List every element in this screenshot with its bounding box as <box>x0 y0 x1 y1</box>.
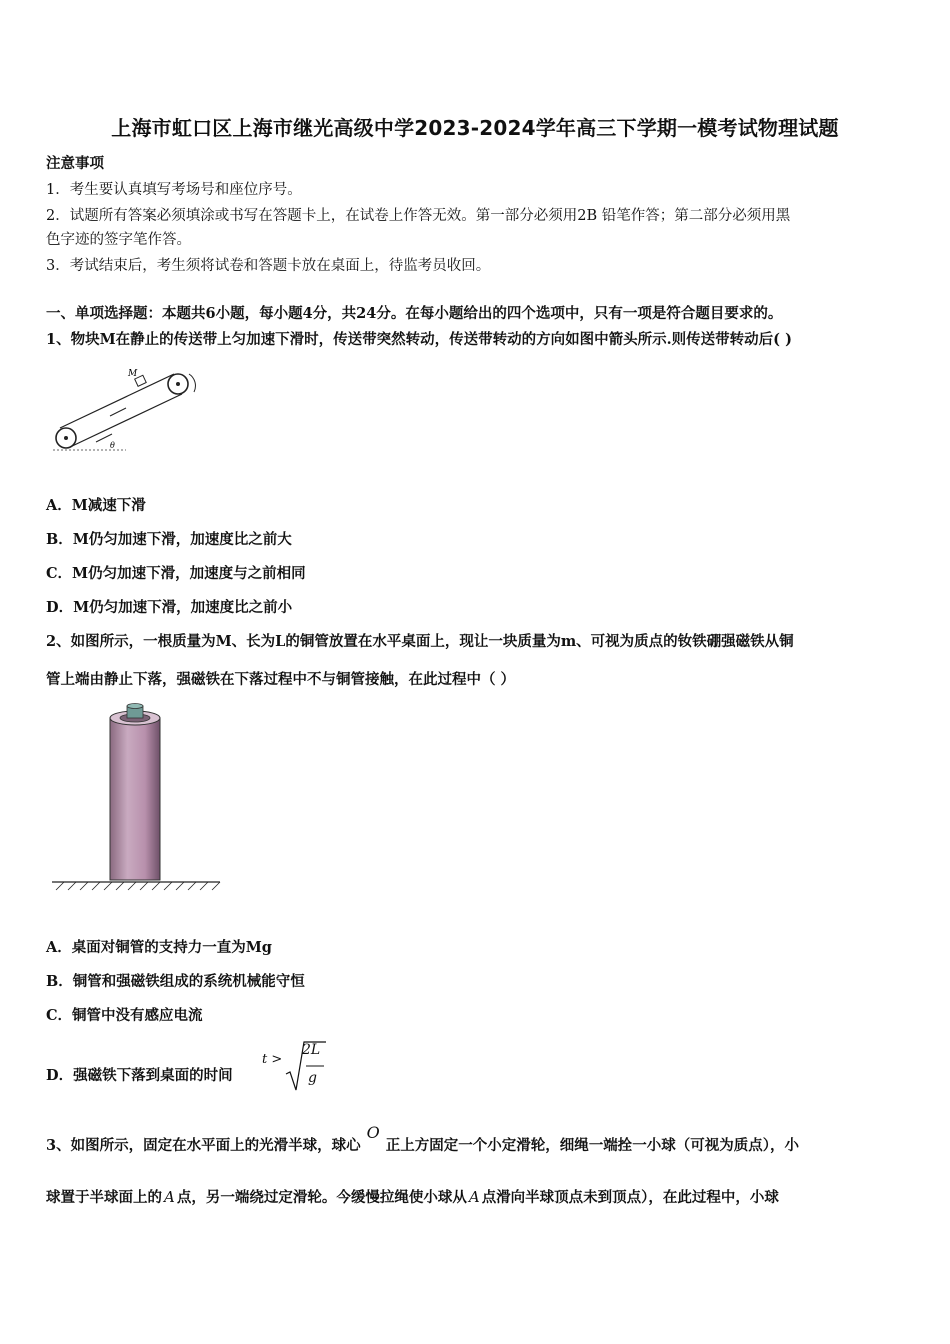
q3-line1-a: 3、如图所示，固定在水平面上的光滑半球，球心 <box>46 1137 361 1154</box>
q3-line2-b: 点，另一端绕过定滑轮。今缓慢拉绳使小球从 <box>176 1189 467 1206</box>
q1-option-b: B．M仍匀加速下滑，加速度比之前大 <box>46 531 292 548</box>
notice-item-2-cont: 色字迹的签字笔作答。 <box>46 232 191 248</box>
q3-symbol-a1: A <box>164 1188 175 1206</box>
q1-stem: 1、物块M在静止的传送带上匀加速下滑时，传送带突然转动，传送带转动的方向如图中箭头所示.则传送带转动后( ) <box>46 331 792 348</box>
q3-line1 <box>46 1123 799 1155</box>
q3-symbol-o: O <box>366 1123 380 1142</box>
q2-option-d-denominator: g <box>308 1070 317 1086</box>
q1-option-c: C．M仍匀加速下滑，加速度与之前相同 <box>46 565 306 582</box>
section-heading: 一、单项选择题：本题共6小题，每小题4分，共24分。在每小题给出的四个选项中，只有一项是符合题目要求的。 <box>46 305 783 322</box>
notice-item-3: 3．考试结束后，考生须将试卷和答题卡放在桌面上，待监考员收回。 <box>46 258 491 274</box>
q2-option-d-numerator: 2L <box>302 1042 321 1058</box>
q2-option-a: A．桌面对铜管的支持力一直为Mg <box>46 939 272 956</box>
q2-stem-line1: 2、如图所示，一根质量为M、长为L的铜管放置在水平桌面上，现让一块质量为m、可视为质点的钕铁硼强磁铁从铜 <box>46 633 794 650</box>
q3-symbol-a2: A <box>468 1188 480 1206</box>
page-title: 上海市虹口区上海市继光高级中学2023-2024学年高三下学期一模考试物理试题 <box>111 116 839 140</box>
q1-label-m: M <box>128 369 138 379</box>
q2-stem-line2: 管上端由静止下落，强磁铁在下落过程中不与铜管接触，在此过程中（ ） <box>46 671 516 688</box>
notice-item-1: 1．考生要认真填写考场号和座位序号。 <box>46 182 302 198</box>
q2-option-d <box>46 1064 233 1085</box>
q1-option-d: D．M仍匀加速下滑，加速度比之前小 <box>46 599 293 616</box>
q2-option-d-text: D．强磁铁下落到桌面的时间 <box>46 1067 233 1084</box>
notice-item-2: 2．试题所有答案必须填涂或书写在答题卡上，在试卷上作答无效。第一部分必须用2B 铅笔作答；第二部分必须用黑 <box>46 208 791 224</box>
q2-option-b: B．铜管和强磁铁组成的系统机械能守恒 <box>46 973 305 990</box>
q1-conveyor-figure <box>48 360 208 460</box>
q3-line2 <box>46 1186 779 1207</box>
q2-option-c: C．铜管中没有感应电流 <box>46 1007 203 1024</box>
q3-line2-a: 球置于半球面上的 <box>46 1189 162 1206</box>
q2-option-d-math-t: t > <box>262 1052 283 1067</box>
q3-line1-b: 正上方固定一个小定滑轮，细绳一端拴一小球（可视为质点），小 <box>385 1137 799 1154</box>
notice-heading: 注意事项 <box>46 155 104 172</box>
q3-line2-c: 点滑向半球顶点未到顶点），在此过程中，小球 <box>481 1189 779 1206</box>
q1-label-theta: θ <box>110 441 115 450</box>
q2-copper-tube-figure <box>50 700 225 900</box>
q1-option-a: A．M减速下滑 <box>46 497 146 514</box>
